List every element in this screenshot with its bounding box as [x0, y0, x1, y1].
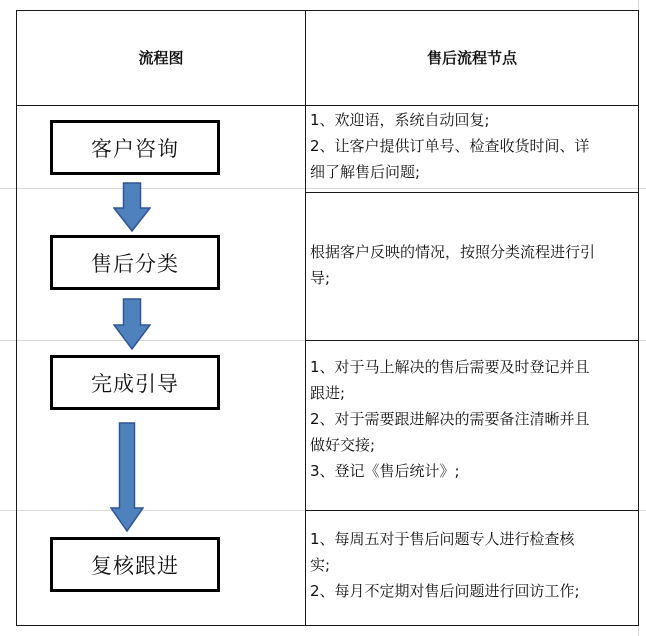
header-process-nodes: 售后流程节点 [426, 49, 517, 67]
description-line: 2、对于需要跟进解决的需要备注清晰并且 [310, 410, 590, 428]
table-border-bottom [16, 625, 639, 626]
flow-step-review-follow-up: 复核跟进 [50, 537, 220, 592]
flow-step-complete-guidance: 完成引导 [50, 355, 220, 410]
table-column-divider [305, 10, 306, 626]
description-line: 导; [310, 269, 331, 287]
description-line: 做好交接; [310, 436, 376, 454]
down-arrow-icon [113, 298, 151, 350]
description-line: 跟进; [310, 384, 346, 402]
down-arrow-icon [110, 422, 144, 532]
table-row-divider [305, 510, 639, 511]
node-description-classification [310, 239, 632, 291]
flow-step-customer-inquiry: 客户咨询 [50, 120, 220, 175]
down-arrow-icon [113, 182, 151, 232]
table-row-divider [305, 340, 639, 341]
description-line: 1、每周五对于售后问题专人进行检查核 [310, 530, 575, 548]
description-line: 2、让客户提供订单号、检查收货时间、详 [310, 137, 590, 155]
header-flowchart: 流程图 [138, 49, 184, 67]
sheet-gridline [0, 188, 646, 189]
node-description-guidance [310, 354, 632, 484]
table-header-divider [16, 105, 639, 106]
description-line: 细了解售后问题; [310, 163, 421, 181]
flow-step-after-sales-classification: 售后分类 [50, 235, 220, 290]
table-border-top [16, 10, 639, 11]
table-border-left [16, 10, 17, 626]
description-line: 实; [310, 556, 331, 574]
table-row-divider [305, 192, 639, 193]
node-description-review [310, 526, 632, 604]
description-line: 1、欢迎语，系统自动回复; [310, 111, 490, 129]
description-line: 根据客户反映的情况，按照分类流程进行引 [310, 243, 596, 261]
description-line: 3、登记《售后统计》; [310, 462, 460, 480]
node-description-inquiry [310, 107, 632, 185]
description-line: 1、对于马上解决的售后需要及时登记并且 [310, 358, 590, 376]
description-line: 2、每月不定期对售后问题进行回访工作; [310, 582, 580, 600]
table-border-right [638, 10, 639, 626]
